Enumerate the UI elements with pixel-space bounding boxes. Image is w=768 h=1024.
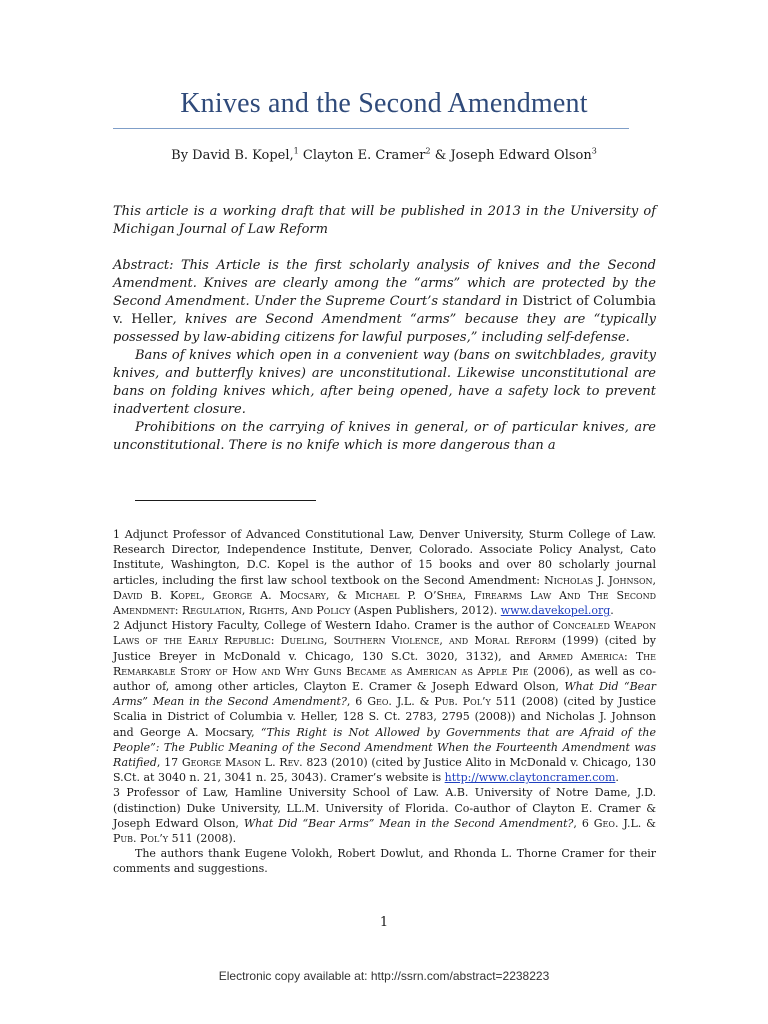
footnote-ref-3[interactable]: 3 — [591, 146, 597, 156]
abstract-paragraph: Bans of knives which open in a convenient way (bans on switchblades, gravity knives, and butterfly knives) are unconstitutional. Likewise unconstitutional are bans on folding knives which, after being opened, have a safety lock to prevent inadvertent closure. — [113, 348, 656, 417]
journal-citation: George Mason L. Rev. — [181, 756, 303, 770]
footnotes — [113, 527, 656, 877]
abstract-paragraph: Prohibitions on the carrying of knives in general, or of particular knives, are unconstitutional. There is no knife which is more dangerous than a — [113, 420, 656, 453]
author-line — [0, 148, 768, 163]
author-olson: & Joseph Edward Olson — [430, 148, 592, 163]
case-name: District of Columbia v. Heller — [113, 294, 657, 327]
page-title: Knives and the Second Amendment — [180, 88, 588, 119]
kopel-website-link[interactable]: www.davekopel.org — [500, 604, 611, 618]
author-cramer: Clayton E. Cramer — [298, 148, 426, 163]
footnote-mark: 1 — [113, 528, 120, 541]
article-citation: “This Right is Not Allowed by Governments that are Afraid of the People”: The Public Meaning of the Second Amendment When the Fourteenth Amendment was Ratified — [113, 725, 656, 770]
book-citation: Concealed Weapon Laws of the Early Republic: Dueling, Southern Violence, and Moral Reform — [113, 619, 656, 648]
abstract — [113, 257, 656, 455]
book-citation: Armed America: The Remarkable Story of How and Why Guns Became as American as Apple Pie — [113, 649, 656, 678]
footnote-1: 1 Adjunct Professor of Advanced Constitutional Law, Denver University, Sturm College of Law. Research Director, Independence Institute, Denver, Colorado. Associate Policy Analyst, Cato Institute, Washington, D.C. Kopel is the author of 15 books and over 80 scholarly journal articles, including the first law school textbook on the Second Amendment: Nicholas J. Johnson, David B. Kopel, George A. Mocsary, & Michael P. O’Shea, Firearms Law And The Second Amendment: Regulation, Rights, And Policy (Aspen Publishers, 2012). www.davekopel.org. — [113, 528, 656, 618]
journal-citation: Geo. J.L. & Pub. Pol’y — [113, 816, 656, 846]
book-citation: Nicholas J. Johnson, David B. Kopel, George A. Mocsary, & Michael P. O’Shea, Firearms Law And The Second Amendment: Regulation, Rights, And Policy — [113, 573, 656, 618]
acknowledgments: The authors thank Eugene Volokh, Robert Dowlut, and Rhonda L. Thorne Cramer for their comments and suggestions. — [113, 847, 656, 876]
draft-note: This article is a working draft that will be published in 2013 in the University of Michigan Journal of Law Reform — [113, 204, 656, 237]
footnote-3: 3 Professor of Law, Hamline University School of Law. A.B. University of Notre Dame, J.D. (distinction) Duke University, LL.M. University of Florida. Co-author of Clayton E. Cramer & Joseph Edward Olson, What Did “Bear Arms” Mean in the Second Amendment?, 6 Geo. J.L. & Pub. Pol’y 511 (2008). — [113, 786, 656, 846]
footnote-ref-2[interactable]: 2 — [425, 146, 431, 156]
page-number: 1 — [379, 915, 389, 930]
footnote-separator — [135, 500, 316, 501]
footnote-mark: 3 — [113, 786, 120, 800]
abstract-paragraph: Abstract: This Article is the first scholarly analysis of knives and the Second Amendment. Knives are clearly among the “arms” which are protected by the Second Amendment. Under the Supreme Court’s standard in District of Columbia v. Heller, knives are Second Amendment “arms” because they are “typically possessed by law-abiding citizens for lawful purposes,” including self-defense. — [113, 258, 657, 345]
journal-citation: Geo. J.L. & Pub. Pol’y — [367, 695, 491, 709]
footnote-2: 2 Adjunct History Faculty, College of Western Idaho. Cramer is the author of Concealed Weapon Laws of the Early Republic: Dueling, Southern Violence, and Moral Reform (1999) (cited by Justice Breyer in McDonald v. Chicago, 130 S.Ct. 3020, 3132), and Armed America: The Remarkable Story of How and Why Guns Became as American as Apple Pie (2006), as well as co-author of, among other articles, Clayton E. Cramer & Joseph Edward Olson, What Did “Bear Arms” Mean in the Second Amendment?, 6 Geo. J.L. & Pub. Pol’y 511 (2008) (cited by Justice Scalia in District of Columbia v. Heller, 128 S. Ct. 2783, 2795 (2008)) and Nicholas J. Johnson and George A. Mocsary, “This Right is Not Allowed by Governments that are Afraid of the People”: The Public Meaning of the Second Amendment When the Fourteenth Amendment was Ratified, 17 George Mason L. Rev. 823 (2010) (cited by Justice Alito in McDonald v. Chicago, 130 S.Ct. at 3040 n. 21, 3041 n. 25, 3043). Cramer’s website is http://www.claytoncramer.com. — [113, 619, 656, 785]
title-rule — [113, 128, 629, 129]
author-kopel: By David B. Kopel, — [171, 148, 294, 163]
cramer-website-link[interactable]: http://www.claytoncramer.com — [444, 771, 616, 785]
article-citation: What Did “Bear Arms” Mean in the Second Amendment? — [243, 816, 574, 830]
article-citation: What Did “Bear Arms” Mean in the Second Amendment? — [113, 680, 656, 709]
ssrn-footer: Electronic copy available at: http://ssrn.com/abstract=2238223 — [218, 969, 550, 983]
footnote-mark: 2 — [113, 619, 120, 633]
footnote-ref-1[interactable]: 1 — [293, 146, 299, 156]
